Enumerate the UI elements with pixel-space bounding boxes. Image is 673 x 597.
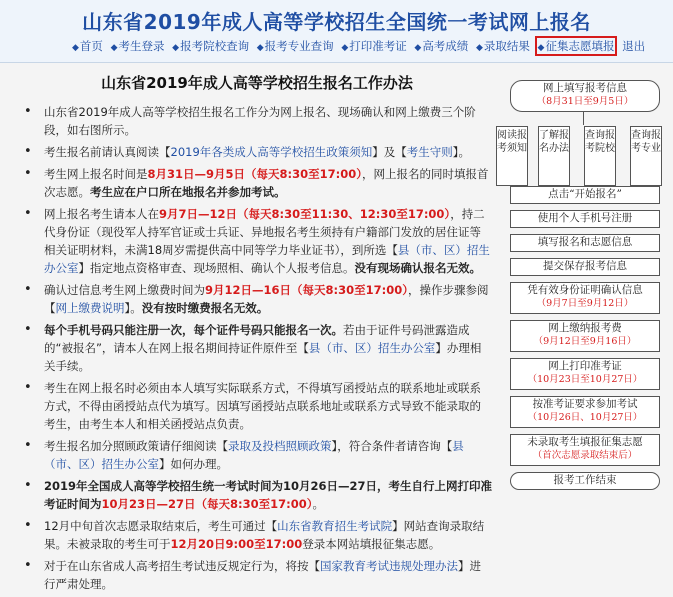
flow-step: 填写报名和志愿信息 [510,234,660,252]
policy-link[interactable]: 2019年各类成人高等学校招生政策须知 [170,145,373,159]
note-text: 】如何办理。 [159,457,228,471]
flow-step: 使用个人手机号注册 [510,210,660,228]
note-text: 】。 [452,145,471,159]
note-bold: 考生应在户口所在地报名并参加考试。 [90,185,286,199]
flow-doc-methods: 了解报名办法 [538,126,570,186]
note-text: 考生报名加分照顾政策请仔细阅读【 [44,439,228,453]
flow-connector [583,111,584,125]
nav-label: 考生登录 [118,39,165,53]
flow-step: 点击“开始报名” [510,186,660,204]
nav-admission-result[interactable] [476,39,530,53]
rules-link[interactable]: 考生守则 [406,145,453,159]
note-text: 考生报名前请认真阅读【 [44,145,171,159]
nav-bullet-icon: ◆ [110,43,118,53]
flow-step-date: （10月23日至10月27日） [527,374,643,385]
site-title: 山东省2019年成人高等学校招生全国统一考试网上报名 [82,10,591,34]
county-office-link[interactable]: 县（市、区）招生办公室 [44,243,490,275]
main-content [22,72,492,597]
nav-home[interactable] [72,39,103,53]
note-text: 12月中旬首次志愿录取结束后，考生可通过【 [44,519,278,533]
nav-bullet-icon: ◆ [537,43,545,53]
page-title: 山东省2019年成人高等学校招生报名工作办法 [101,74,413,92]
note-text: 】指定地点资格审查、现场照相、确认个人报考信息。 [78,261,355,275]
flow-step-label: 未录取考生填报征集志愿 [527,436,643,448]
nav-bullet-icon: ◆ [256,43,264,53]
note-text: 】及【 [372,145,407,159]
nav-label: 首页 [79,39,103,53]
flow-step [510,396,660,428]
list-item [34,517,492,553]
note-text: 确认过信息考生网上缴费时间为 [44,283,205,297]
flow-step-date: （10月26日、10月27日） [527,412,643,423]
date-range: 8月31日—9月5日（每天8:30至17:00） [147,167,362,181]
flow-step: 提交保存报考信息 [510,258,660,276]
flow-step-date: （8月31日至9月5日） [536,96,634,107]
note-text: 】，符合条件者请咨询【 [331,439,453,453]
nav-supplementary-application[interactable] [538,39,615,53]
list-item [34,437,492,473]
flow-step-label: 凭有效身份证明确认信息 [527,284,643,296]
flow-step [510,282,660,314]
county-office-link[interactable]: 县（市、区）招生办公室 [44,439,464,471]
flow-step [510,434,660,466]
flow-step-label: 按准考证要求参加考试 [532,398,638,410]
nav-login[interactable] [111,39,165,53]
date-range: 9月7日—12日（每天8:30至11:30、12:30至17:00） [159,207,451,221]
note-bold: 没有现场确认报名无效。 [354,261,481,275]
nav-bullet-icon: ◆ [172,43,180,53]
note-bold: 每个手机号码只能注册一次，每个证件号码只能报名一次。 [44,323,343,337]
list-item [34,205,492,277]
date-range: 9月12日—16日（每天8:30至17:00） [205,283,408,297]
flow-step-online-fill [510,80,660,112]
note-text: ，网上报名的同时填报首次志愿。 [44,167,489,199]
note-text: 考生网上报名时间是 [44,167,148,181]
flow-step [510,358,660,390]
note-text: ，持二代身份证（现役军人持军官证或士兵证、异地报名考生须持有户籍部门发放的居住证等相关证明材料，未满18周岁需提供高中同等学力毕业证书），到所选【 [44,207,485,257]
note-text: 考生在网上报名时必须由本人填写实际联系方式，不得填写函授站点的联系地址或联系方式，不得由函授站点代为填写。因填写函授站点联系地址或联系方式导致不能录取的考生，由考生本人和相关函授站点负责。 [44,381,481,431]
nav-label: 高考成绩 [422,39,469,53]
list-item [34,557,492,593]
note-text: 对于在山东省成人高考招生考试违反规定行为，将按【 [44,559,320,573]
nav-scores[interactable] [414,39,468,53]
nav-label: 报考院校查询 [180,39,250,53]
nav-label: 征集志愿填报 [545,39,615,53]
nav-print-ticket[interactable] [341,39,406,53]
nav-bullet-icon: ◆ [72,43,79,53]
process-flowchart [498,80,670,550]
note-text: 登录本网站填报征集志愿。 [302,537,441,551]
list-item [34,143,492,161]
note-bold: 没有按时缴费报名无效。 [141,301,269,315]
flow-step-date: （9月7日至9月12日） [536,298,634,309]
list-item [34,281,492,317]
note-text: 网上报名考生请本人在 [44,207,159,221]
bonus-policy-link[interactable]: 录取及投档照顾政策 [228,439,332,453]
list-item [34,165,492,201]
flow-doc-read-notice: 阅读报考须知 [496,126,528,186]
county-office-link[interactable]: 县（市、区）招生办公室 [308,341,436,355]
flow-doc-majors: 查询报考专业 [630,126,662,186]
note-text: ，操作步骤参阅【 [44,283,489,315]
nav-bullet-icon: ◆ [414,43,422,53]
nav-label: 退出 [622,39,646,53]
payment-guide-link[interactable]: 网上缴费说明 [55,301,125,315]
nav-logout[interactable] [622,39,645,53]
note-text: 山东省2019年成人高等学校招生报名工作分为网上报名、现场确认和网上缴费三个阶段，如右图所示。 [44,105,476,137]
nav-label: 录取结果 [483,39,530,53]
note-text: 】办理相关手续。 [44,341,482,373]
note-text: 】网站查询录取结果。未被录取的考生可于 [44,519,485,551]
flow-step-label: 网上缴纳报考费 [548,322,622,334]
note-bold: 2019年全国成人高等学校招生统一考试时间为10月26日—27日，考生自行上网打印准考证时间为 [44,479,493,511]
note-text: 。 [312,497,324,511]
flow-step-label: 网上打印准考证 [548,360,622,372]
note-text: 若由于证件号码泄露造成的“被报名”，请本人在网上报名期间持证件原件至【 [44,323,470,355]
date-range: 10月23日—27日（每天8:30至17:00） [101,497,313,511]
nav-school-query[interactable] [172,39,249,53]
list-item [34,321,492,375]
exam-institute-link[interactable]: 山东省教育招生考试院 [277,519,393,533]
flow-step-date: （9月12日至9月16日） [533,336,637,347]
flow-step-label: 网上填写报考信息 [543,82,627,94]
flow-step-date: （首次志愿录取结束后） [532,450,638,461]
list-item [34,103,492,139]
nav-bullet-icon: ◆ [475,43,483,53]
flow-step [510,320,660,352]
notes-list [22,103,492,593]
top-nav [72,38,673,54]
nav-bullet-icon: ◆ [341,43,349,53]
list-item [34,379,492,433]
nav-major-query[interactable] [257,39,334,53]
page-header [0,0,673,63]
nav-label: 报考专业查询 [264,39,334,53]
flow-step-end: 报考工作结束 [510,472,660,490]
date-range: 12月20日9:00至17:00 [170,537,303,551]
list-item [34,477,492,513]
flow-doc-schools: 查询报考院校 [584,126,616,186]
violation-rules-link[interactable]: 国家教育考试违规处理办法 [320,559,458,573]
note-text: 】进行严肃处理。 [44,559,481,591]
note-text: 】。 [124,301,142,315]
nav-label: 打印准考证 [349,39,407,53]
